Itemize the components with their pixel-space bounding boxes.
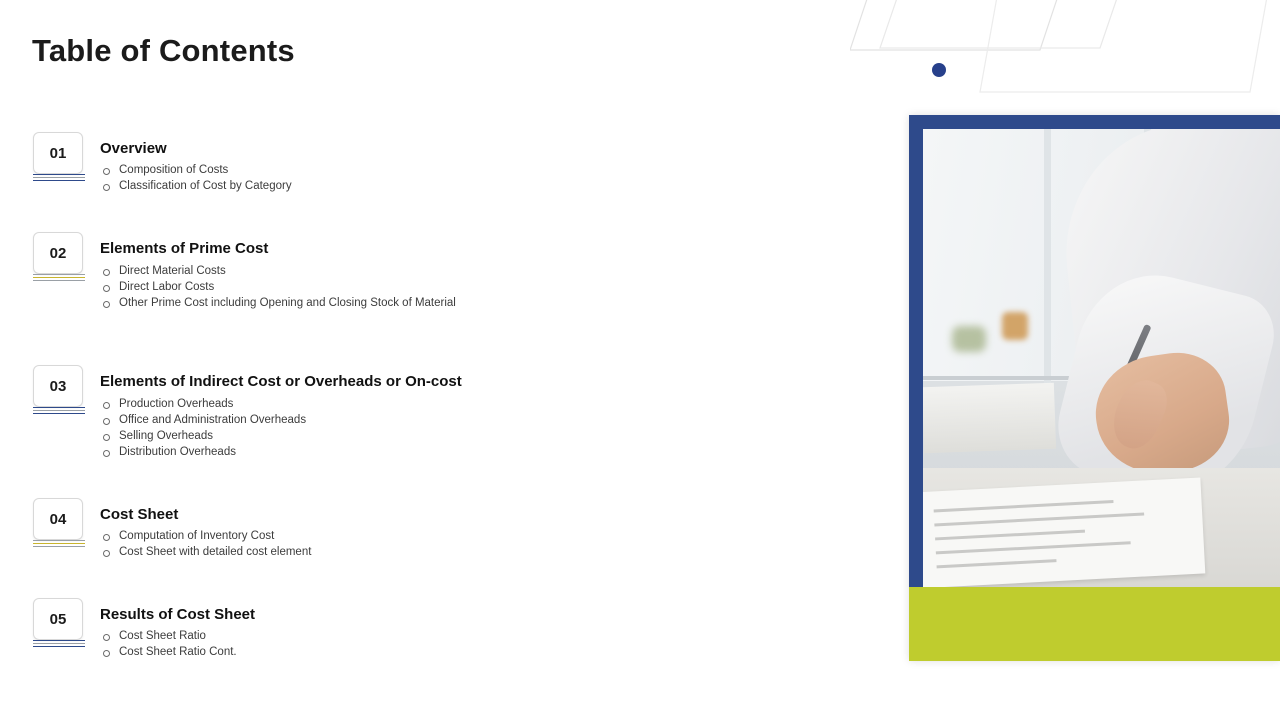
decorative-shapes — [850, 0, 1280, 110]
list-item: Selling Overheads — [100, 428, 306, 444]
toc-sub-list — [100, 396, 306, 460]
list-item: Cost Sheet Ratio — [100, 628, 237, 644]
toc-sub-list — [100, 528, 311, 560]
toc-number-badge: 04 — [33, 498, 83, 540]
toc-sub-list — [100, 162, 292, 194]
toc-entry-title: Overview — [100, 140, 167, 157]
list-item: Computation of Inventory Cost — [100, 528, 311, 544]
office-photo — [923, 129, 1280, 587]
toc-badge-rules — [33, 174, 85, 182]
decorative-outline-icon — [850, 0, 1280, 110]
list-item: Classification of Cost by Category — [100, 178, 292, 194]
list-item: Direct Material Costs — [100, 263, 456, 279]
photo-panel — [909, 115, 1280, 661]
list-item: Production Overheads — [100, 396, 306, 412]
list-item: Office and Administration Overheads — [100, 412, 306, 428]
toc-sub-list — [100, 263, 456, 311]
toc-sub-list — [100, 628, 237, 660]
list-item: Distribution Overheads — [100, 444, 306, 460]
toc-number-badge: 03 — [33, 365, 83, 407]
list-item: Other Prime Cost including Opening and Closing Stock of Material — [100, 295, 456, 311]
accent-dot-icon — [932, 63, 946, 77]
toc-entry-title: Elements of Indirect Cost or Overheads or On-cost — [100, 373, 462, 390]
toc-number-badge: 02 — [33, 232, 83, 274]
page-title: Table of Contents — [32, 33, 295, 68]
toc-number-badge: 05 — [33, 598, 83, 640]
toc-badge-rules — [33, 640, 85, 648]
list-item: Direct Labor Costs — [100, 279, 456, 295]
toc-badge-rules — [33, 540, 85, 548]
photo-green-accent — [909, 587, 1280, 661]
list-item: Cost Sheet with detailed cost element — [100, 544, 311, 560]
toc-entry-title: Elements of Prime Cost — [100, 240, 269, 257]
toc-number-badge: 01 — [33, 132, 83, 174]
toc-entry-title: Results of Cost Sheet — [100, 606, 256, 623]
list-item: Composition of Costs — [100, 162, 292, 178]
toc-badge-rules — [33, 407, 85, 415]
toc-entry-title: Cost Sheet — [100, 506, 179, 523]
toc-badge-rules — [33, 274, 85, 282]
list-item: Cost Sheet Ratio Cont. — [100, 644, 237, 660]
